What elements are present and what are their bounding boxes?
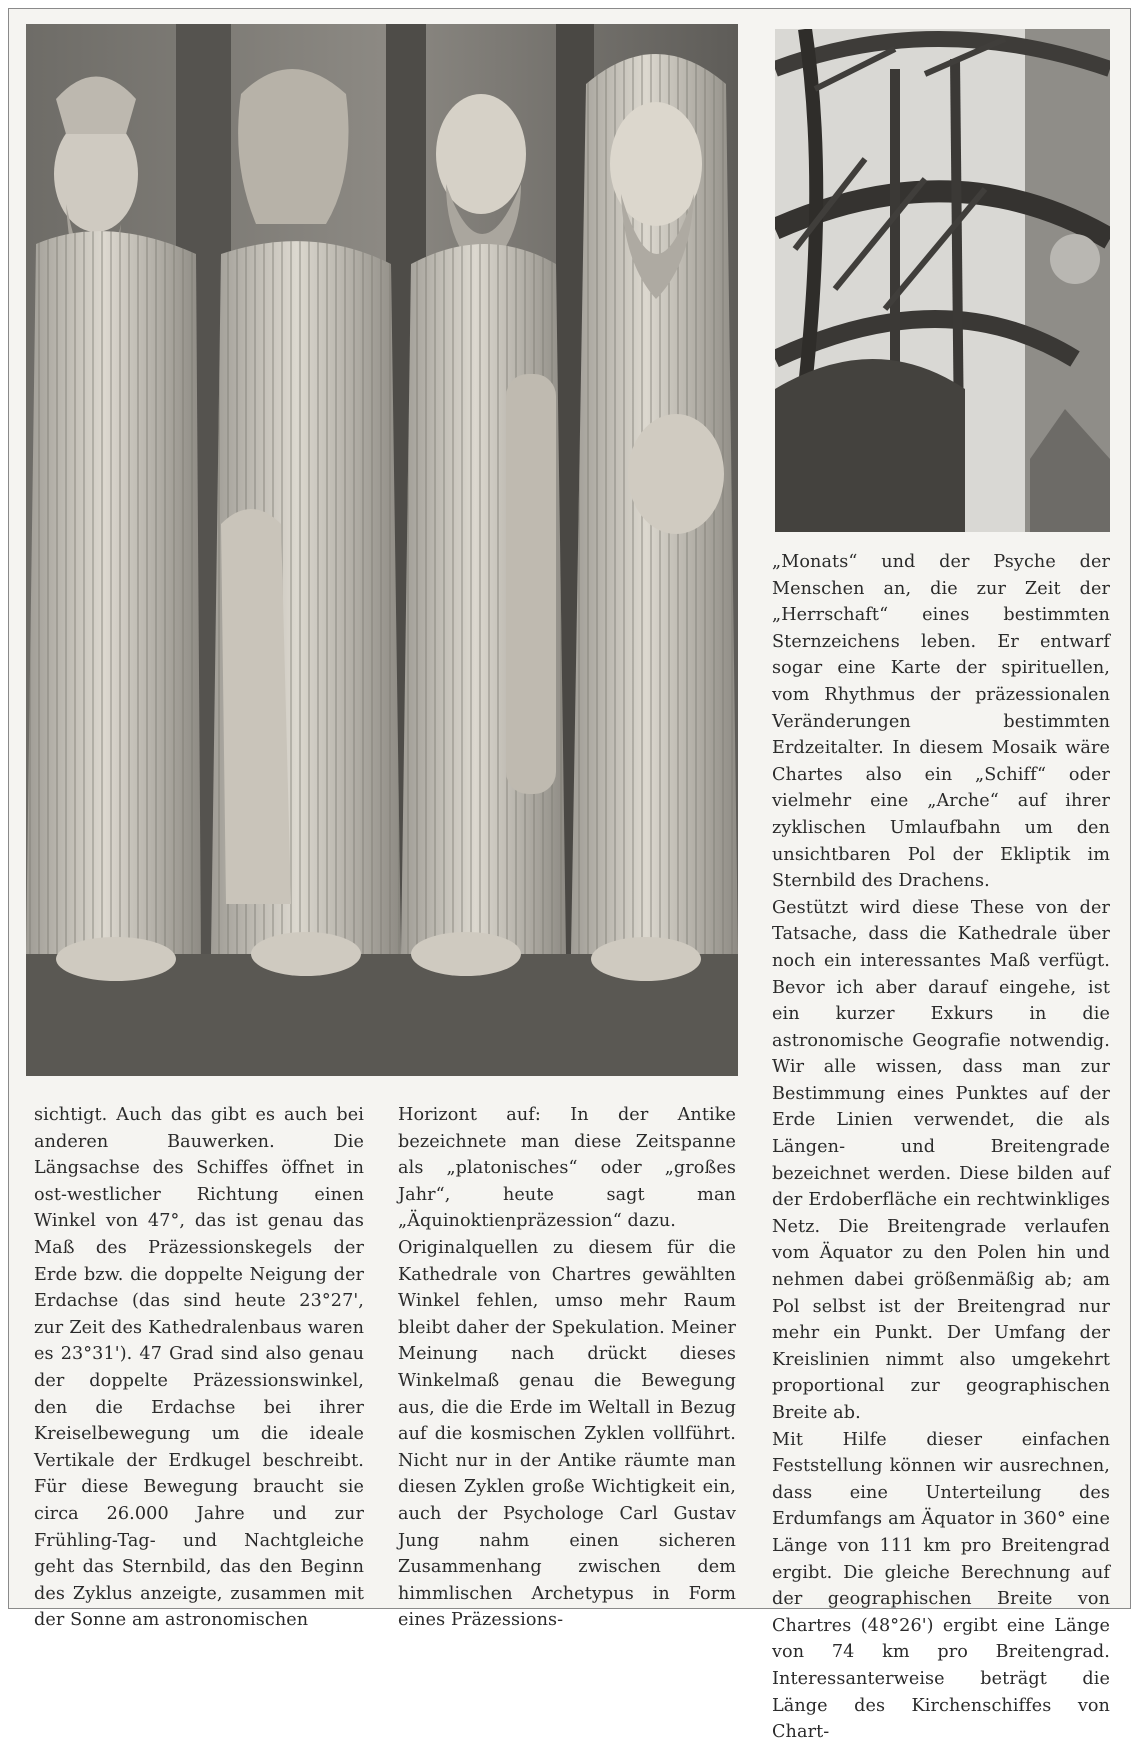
paragraph: Gestützt wird diese These von der Tatsache, dass die Kathedrale über noch ein interessantes Maß verfügt. Bevor ich aber darauf eingehe, ist ein kurzer Exkurs in die astronomische Geografie notwendig. Wir alle wissen, dass man zur Bestimmung eines Punktes auf der Erde Linien verwendet, die als Längen- und Breitengrade bezeichnet werden. Diese bilden auf der Erdoberfläche ein rechtwinkliges Netz. Die Breitengrade verlaufen vom Äquator zu den Polen hin und nehmen dabei größenmäßig ab; am Pol selbst ist der Breitengrad nur mehr ein Punkt. Der Umfang der Kreislinien nimmt also umgekehrt proportional zur geographischen Breite ab. xyxy=(772,897,1110,1423)
paragraph: Horizont auf: In der Antike bezeichnete man diese Zeitspanne als „platonisches“ oder „großes Jahr“, heute sagt man „Äquinoktienpräzession“ dazu. xyxy=(398,1105,736,1232)
arches-photo xyxy=(775,29,1110,532)
text-column-middle xyxy=(398,1102,736,1634)
paragraph: sichtigt. Auch das gibt es auch bei anderen Bauwerken. Die Längsachse des Schiffes öffnet in ost-westlicher Richtung einen Winkel von 47°, das ist genau das Maß des Präzessionskegels der Erde bzw. die doppelte Neigung der Erdachse (das sind heute 23°27', zur Zeit des Kathedralenbaus waren es 23°31'). 47 Grad sind also genau der doppelte Präzessionswinkel, den die Erdachse bei ihrer Kreiselbewegung um die ideale Vertikale der Erdkugel beschreibt. Für diese Bewegung braucht sie circa 26.000 Jahre und zur Frühling-Tag- und Nachtgleiche geht das Sternbild, das den Beginn des Zyklus anzeigte, zusammen mit der Sonne am astronomischen xyxy=(34,1105,364,1631)
paragraph: „Monats“ und der Psyche der Menschen an, die zur Zeit der „Herrschaft“ eines bestimmten Sternzeichens leben. Er entwarf sogar eine Karte der spirituellen, vom Rhythmus der präzessionalen Veränderungen bestimmten Erdzeitalter. In diesem Mosaik wäre Chartes also ein „Schiff“ oder vielmehr eine „Arche“ auf ihrer zyklischen Umlaufbahn um den unsichtbaren Pol der Ekliptik im Sternbild des Drachens. xyxy=(772,552,1110,892)
text-column-left xyxy=(34,1102,364,1634)
paragraph: Originalquellen zu diesem für die Kathedrale von Chartres gewählten Winkel fehlen, umso mehr Raum bleibt daher der Spekulation. Meiner Meinung nach drückt dieses Winkelmaß genau die Bewegung aus, die die Erde im Weltall in Bezug auf die kosmischen Zyklen vollführt. Nicht nur in der Antike räumte man diesen Zyklen große Wichtigkeit ein, auch der Psychologe Carl Gustav Jung nahm einen sicheren Zusammenhang zwischen dem himmlischen Archetypus in Form eines Präzessions- xyxy=(398,1237,736,1631)
statues-photo xyxy=(26,24,738,1076)
text-column-right xyxy=(772,549,1110,1746)
paragraph: Mit Hilfe dieser einfachen Feststellung können wir ausrechnen, dass eine Unterteilung des Erdumfangs am Äquator in 360° eine Länge von 111 km pro Breitengrad ergibt. Die gleiche Berechnung auf der geographischen Breite von Chartres (48°26') ergibt eine Länge von 74 km pro Breitengrad. Interessanterweise beträgt die Länge des Kirchenschiffes von Chart- xyxy=(772,1429,1110,1743)
statues-illustration xyxy=(26,24,738,1076)
arches-illustration xyxy=(775,29,1110,532)
